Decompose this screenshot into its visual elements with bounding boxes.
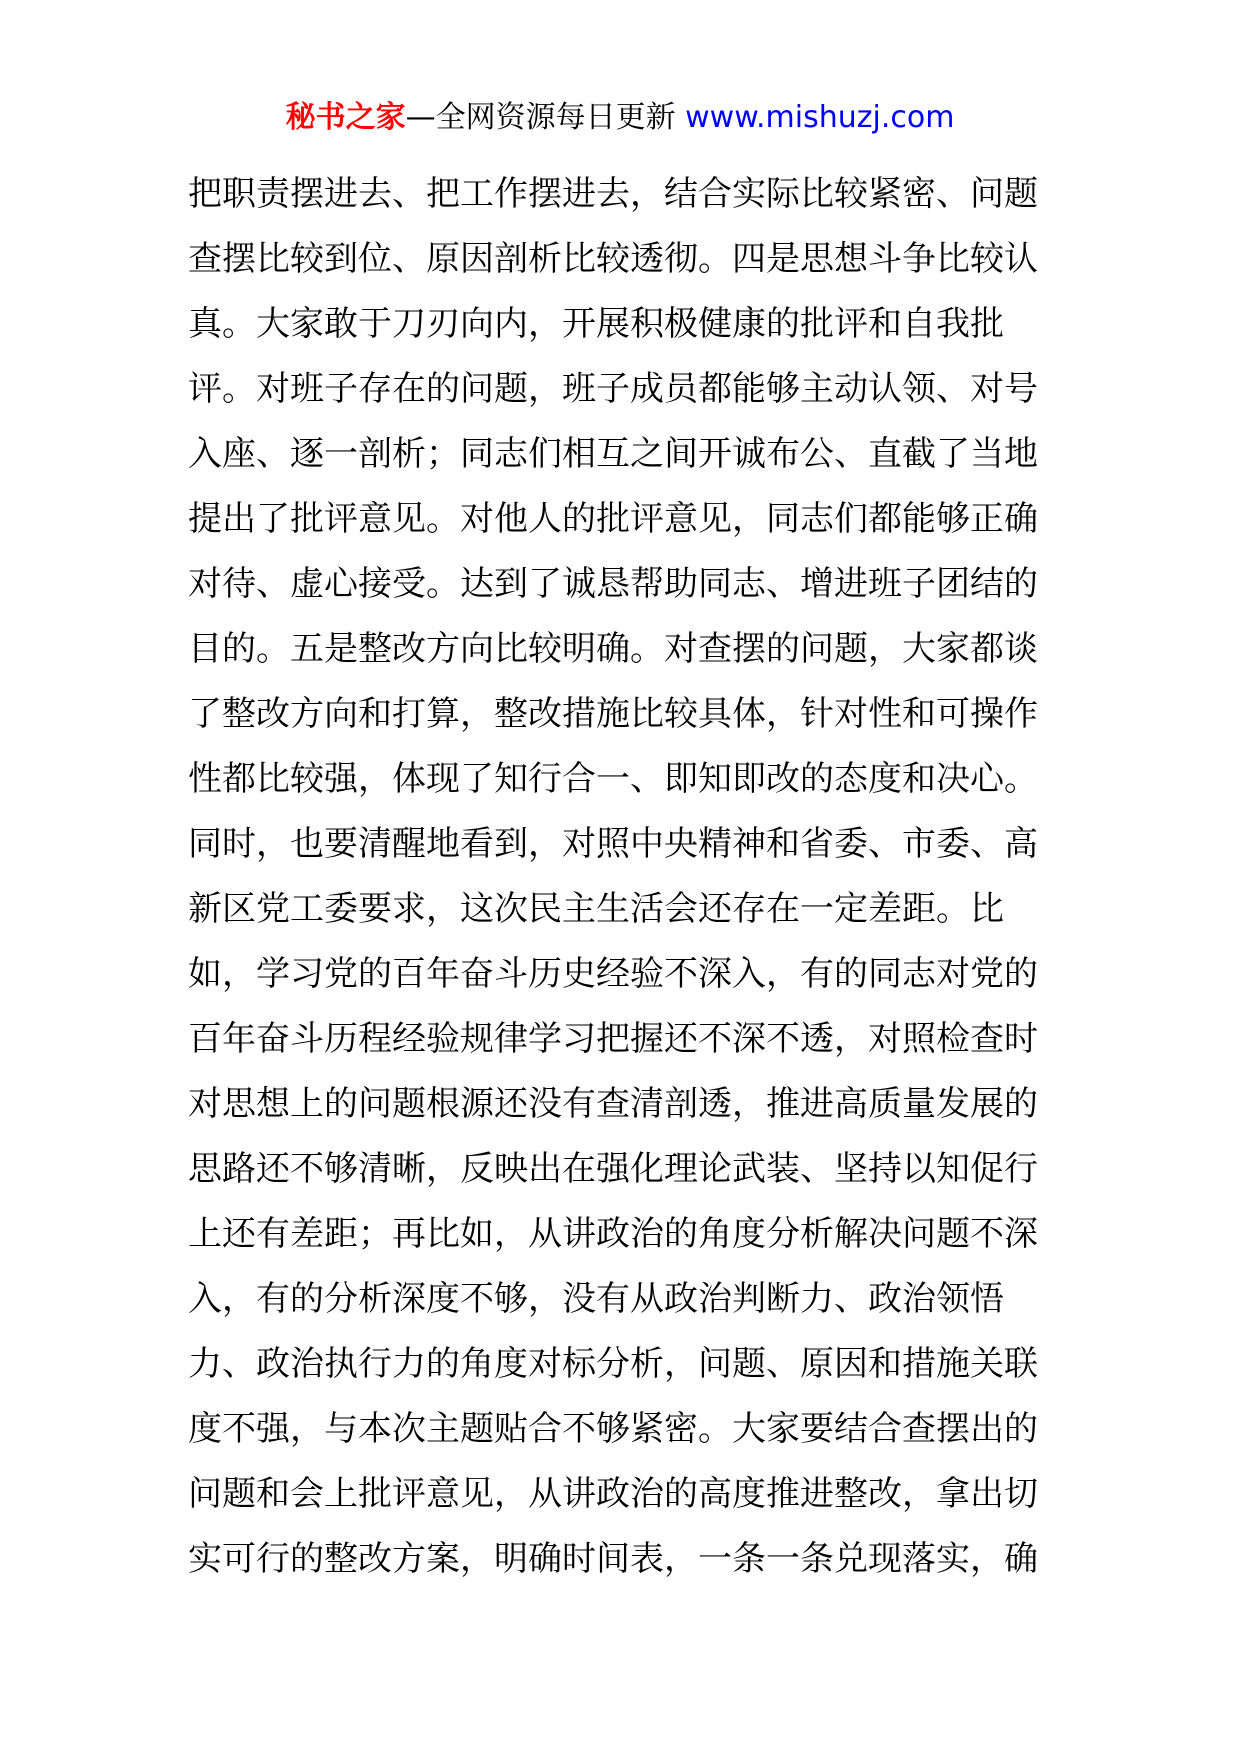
site-brand: 秘书之家	[285, 100, 406, 135]
text-line: 上还有差距；再比如，从讲政治的角度分析解决问题不深	[188, 1214, 1038, 1254]
text-line: 真。大家敢于刀刃向内，开展积极健康的批评和自我批	[188, 304, 1004, 344]
text-line: 同时，也要清醒地看到，对照中央精神和省委、市委、高	[188, 824, 1038, 864]
text-line: 对待、虚心接受。达到了诚恳帮助同志、增进班子团结的	[188, 564, 1038, 604]
text-line: 提出了批评意见。对他人的批评意见，同志们都能够正确	[188, 499, 1038, 539]
document-body	[188, 162, 1068, 1592]
text-line: 新区党工委要求，这次民主生活会还存在一定差距。比	[188, 889, 1004, 929]
text-line: 评。对班子存在的问题，班子成员都能够主动认领、对号	[188, 369, 1038, 409]
text-line: 思路还不够清晰，反映出在强化理论武装、坚持以知促行	[188, 1149, 1038, 1189]
page-header	[0, 98, 1240, 138]
text-line: 了整改方向和打算，整改措施比较具体，针对性和可操作	[188, 694, 1038, 734]
text-line: 查摆比较到位、原因剖析比较透彻。四是思想斗争比较认	[188, 239, 1038, 279]
text-line: 把职责摆进去、把工作摆进去，结合实际比较紧密、问题	[188, 174, 1038, 214]
text-line: 入，有的分析深度不够，没有从政治判断力、政治领悟	[188, 1279, 1004, 1319]
text-line: 问题和会上批评意见，从讲政治的高度推进整改，拿出切	[188, 1474, 1038, 1514]
text-line: 实可行的整改方案，明确时间表，一条一条兑现落实，确	[188, 1539, 1038, 1579]
text-line: 度不强，与本次主题贴合不够紧密。大家要结合查摆出的	[188, 1409, 1038, 1449]
text-line: 如，学习党的百年奋斗历史经验不深入，有的同志对党的	[188, 954, 1038, 994]
site-url-link[interactable]: www.mishuzj.com	[685, 100, 955, 135]
text-line: 性都比较强，体现了知行合一、即知即改的态度和决心。	[188, 759, 1038, 799]
text-line: 入座、逐一剖析；同志们相互之间开诚布公、直截了当地	[188, 434, 1038, 474]
text-line: 对思想上的问题根源还没有查清剖透，推进高质量发展的	[188, 1084, 1038, 1124]
text-line: 力、政治执行力的角度对标分析，问题、原因和措施关联	[188, 1344, 1038, 1384]
text-line: 百年奋斗历程经验规律学习把握还不深不透，对照检查时	[188, 1019, 1038, 1059]
text-line: 目的。五是整改方向比较明确。对查摆的问题，大家都谈	[188, 629, 1038, 669]
site-tagline: —全网资源每日更新	[405, 100, 686, 135]
